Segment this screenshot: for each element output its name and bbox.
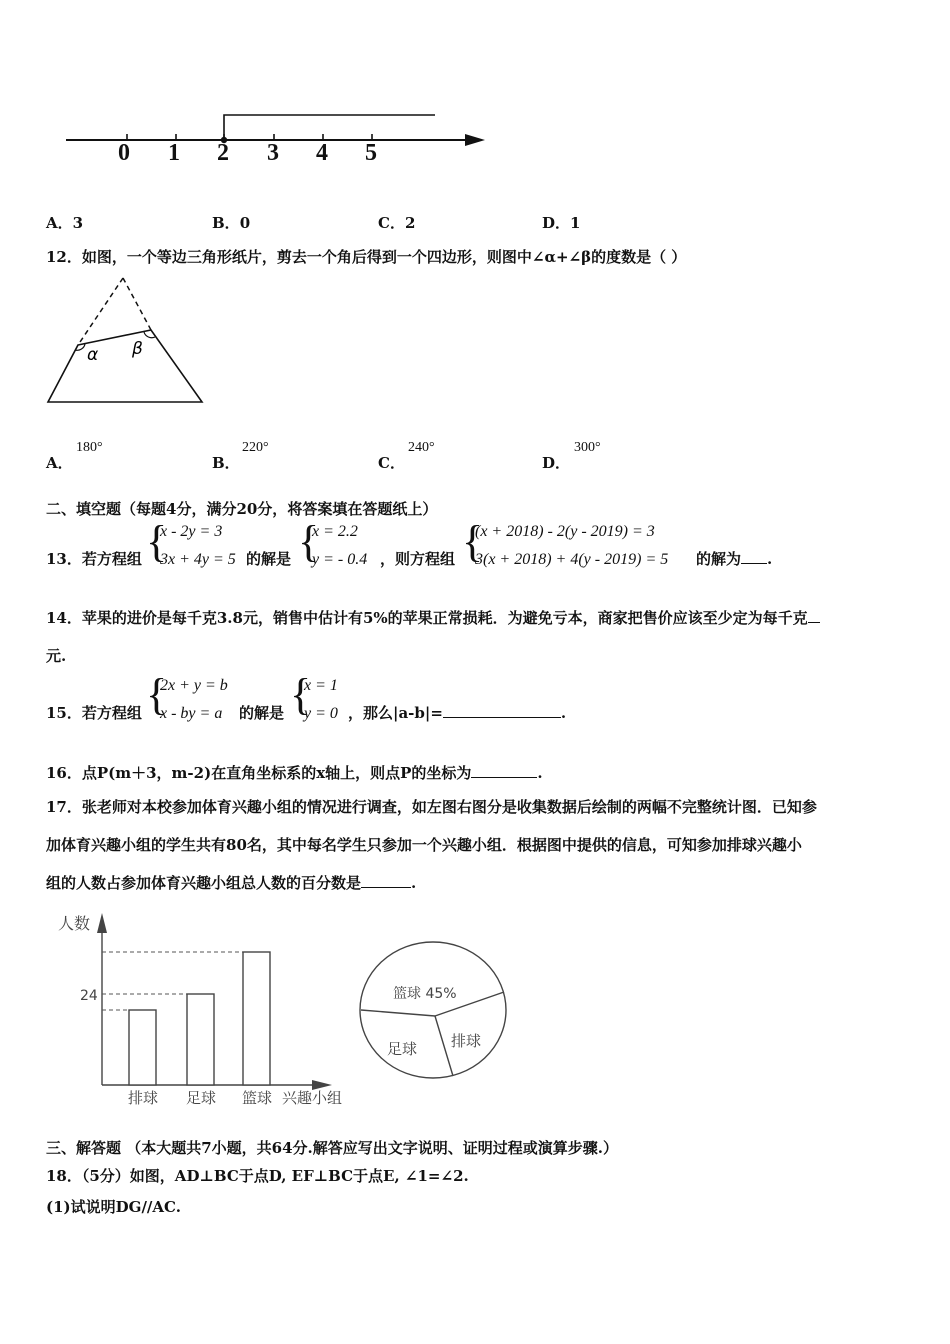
tick-label-1: 1 bbox=[168, 140, 180, 166]
cut-edge-right-dashed bbox=[123, 278, 151, 330]
bar-football bbox=[187, 994, 214, 1085]
pie-label-volleyball: 排球 bbox=[451, 1032, 482, 1050]
q15-sys2-eq2: y = 0 bbox=[304, 705, 338, 722]
q16-answer-blank[interactable] bbox=[471, 777, 537, 778]
q15-suffix: ，那么|a-b|= . bbox=[348, 704, 567, 722]
q12-option-c-value: 240° bbox=[408, 440, 435, 455]
q15-brace-2: { bbox=[290, 670, 312, 719]
q16-question: 16．点P(m＋3，m-2)在直角坐标系的x轴上，则点P的坐标为 . bbox=[46, 764, 543, 782]
cut-edge-left-dashed bbox=[78, 278, 123, 345]
q12-option-b: B． bbox=[212, 454, 240, 472]
q13-brace-1: { bbox=[146, 517, 168, 566]
beta-label: β bbox=[132, 339, 143, 359]
q13-suffix: 的解为 . bbox=[696, 550, 773, 568]
q13-sys1-eq1: x - 2y = 3 bbox=[160, 523, 223, 540]
bar-chart-xlabel: 兴趣小组 bbox=[282, 1089, 343, 1107]
q15-prefix: 15．若方程组 bbox=[46, 704, 142, 722]
q14-answer-blank[interactable] bbox=[808, 622, 820, 623]
bar-volleyball bbox=[129, 1010, 156, 1085]
q11-option-d: D．1 bbox=[542, 214, 581, 232]
number-line-arrow bbox=[465, 134, 485, 146]
x-tick-label-basketball: 篮球 bbox=[242, 1089, 273, 1107]
q13-prefix: 13．若方程组 bbox=[46, 550, 142, 568]
q15-sys1-eq2: x - by = a bbox=[160, 705, 223, 722]
q12-option-d: D． bbox=[542, 454, 571, 472]
q12-option-a-value: 180° bbox=[76, 440, 103, 455]
q18-question: 18．（5分）如图，AD⊥BC于点D, EF⊥BC于点E, ∠1=∠2. bbox=[46, 1167, 469, 1185]
section-3-title: 三、解答题 （本大题共7小题，共64分.解答应写出文字说明、证明过程或演算步骤.） bbox=[46, 1139, 618, 1157]
q13-sys3-eq1: (x + 2018) - 2(y - 2019) = 3 bbox=[475, 523, 655, 540]
q17-line-3: 组的人数占参加体育兴趣小组总人数的百分数是 . bbox=[46, 874, 417, 892]
q15-mid: 的解是 bbox=[239, 704, 285, 722]
y-tick-label-24: 24 bbox=[80, 988, 98, 1004]
section-2-title: 二、填空题（每题4分，满分20分，将答案填在答题纸上） bbox=[46, 500, 438, 518]
q14-line-1: 14．苹果的进价是每千克3.8元，销售中估计有5%的苹果正常损耗．为避免亏本，商家把售价应该至少定为每千克 bbox=[46, 607, 820, 628]
q18-part-1: (1)试说明DG//AC. bbox=[46, 1198, 181, 1216]
q17-line-1: 17．张老师对本校参加体育兴趣小组的情况进行调查，如左图右图分是收集数据后绘制的两幅不完整统计图．已知参 bbox=[46, 798, 817, 816]
q17-answer-blank[interactable] bbox=[361, 887, 411, 888]
tick-label-3: 3 bbox=[267, 140, 279, 166]
q12-option-a: A． bbox=[46, 454, 73, 472]
q15-sys1-eq1: 2x + y = b bbox=[160, 677, 228, 694]
q13-sys1-eq2: 3x + 4y = 5 bbox=[160, 551, 236, 568]
q12-option-d-value: 300° bbox=[574, 440, 601, 455]
bar-chart bbox=[50, 905, 360, 1110]
q11-option-b: B．0 bbox=[212, 214, 251, 232]
q13-answer-blank[interactable] bbox=[741, 563, 767, 564]
q12-option-c: C． bbox=[378, 454, 405, 472]
q17-line-2: 加体育兴趣小组的学生共有80名，其中每名学生只参加一个兴趣小组．根据图中提供的信息，可知参加排球兴趣小 bbox=[46, 836, 802, 854]
tick-label-5: 5 bbox=[365, 140, 377, 166]
quadrilateral bbox=[48, 330, 202, 402]
triangle-figure bbox=[40, 275, 215, 410]
q12-question: 12．如图，一个等边三角形纸片，剪去一个角后得到一个四边形，则图中∠α+∠β的度数是（ ） bbox=[46, 248, 687, 266]
pie-label-football: 足球 bbox=[387, 1040, 418, 1058]
q12-option-b-value: 220° bbox=[242, 440, 269, 455]
q13-sys3-eq2: 3(x + 2018) + 4(y - 2019) = 5 bbox=[475, 551, 669, 568]
x-tick-label-volleyball: 排球 bbox=[128, 1089, 159, 1107]
alpha-label: α bbox=[87, 345, 99, 365]
q13-sys2-eq2: y = - 0.4 bbox=[312, 551, 368, 568]
q13-sys2-eq1: x = 2.2 bbox=[312, 523, 358, 540]
pie-outline bbox=[360, 942, 506, 1078]
pie-chart bbox=[355, 938, 515, 1088]
q15-brace-1: { bbox=[146, 670, 168, 719]
x-tick-label-football: 足球 bbox=[186, 1089, 217, 1107]
q14-line-2: 元. bbox=[46, 647, 67, 665]
tick-label-2: 2 bbox=[217, 140, 229, 166]
q15-answer-blank[interactable] bbox=[443, 717, 561, 718]
q13-brace-2: { bbox=[298, 517, 320, 566]
q13-brace-3: { bbox=[462, 517, 484, 566]
bar-chart-y-arrow bbox=[97, 913, 107, 933]
bar-chart-ylabel: 人数 bbox=[58, 914, 91, 933]
pie-label-basketball: 篮球 45% bbox=[393, 986, 457, 1002]
q13-mid2: ，则方程组 bbox=[380, 550, 456, 568]
bar-basketball bbox=[243, 952, 270, 1085]
q13-mid: 的解是 bbox=[246, 550, 292, 568]
tick-label-4: 4 bbox=[316, 140, 328, 166]
tick-label-0: 0 bbox=[118, 140, 130, 166]
solution-ray bbox=[224, 115, 435, 140]
q15-sys2-eq1: x = 1 bbox=[304, 677, 338, 694]
q11-option-c: C．2 bbox=[378, 214, 416, 232]
q11-option-a: A．3 bbox=[46, 214, 84, 232]
